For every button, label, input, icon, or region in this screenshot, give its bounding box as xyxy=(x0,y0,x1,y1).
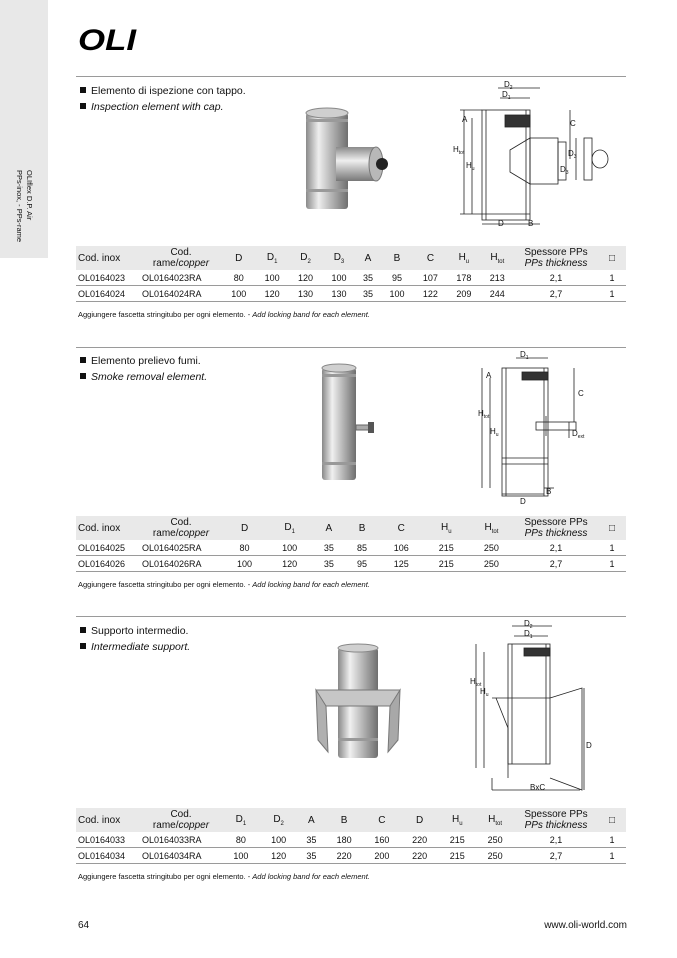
header-code-inox: Cod. inox xyxy=(76,808,140,832)
header-d3: $D_3$ xyxy=(322,246,355,270)
header-code-copper: Cod. rame/copper xyxy=(140,516,222,540)
header-hu: $H_u$ xyxy=(438,808,476,832)
svg-text:Htot: $H_{tot}$ xyxy=(453,145,465,156)
header-htot: $H_{tot}$ xyxy=(476,808,514,832)
header-d1: $D_1$ xyxy=(255,246,288,270)
svg-text:D1: $D_1$ xyxy=(524,629,533,640)
header-thickness: Spessore PPs PPs thickness xyxy=(514,516,598,540)
box-icon: □ xyxy=(598,808,626,832)
side-tab-text xyxy=(14,170,34,243)
svg-text:A: A xyxy=(462,115,468,124)
side-tab-line-1: OLIflex D.P. Air xyxy=(25,170,34,221)
smoke-removal-element-drawing xyxy=(474,348,634,508)
svg-text:D2: $D_2$ xyxy=(524,619,533,630)
section-1-title-en: Inspection element with cap. xyxy=(80,101,224,113)
header-c: C xyxy=(379,516,424,540)
header-code-copper: Cod. rame/copper xyxy=(140,246,222,270)
svg-text:BxC: BxC xyxy=(530,783,546,792)
website-link[interactable]: www.oli-world.com xyxy=(544,920,627,931)
section-3-title-it: Supporto intermedio. xyxy=(80,625,188,637)
section-1-title-it: Elemento di ispezione con tappo. xyxy=(80,85,246,97)
header-a: A xyxy=(356,246,381,270)
svg-text:Hu: $H_u$ xyxy=(490,427,499,438)
table-header-row xyxy=(76,808,626,832)
table-row: OL0164025 OL0164025RA 80 100 35 85 106 215 250 2,1 1 xyxy=(76,540,626,556)
section-2-title-en: Smoke removal element. xyxy=(80,371,207,383)
box-icon: □ xyxy=(598,516,626,540)
svg-text:D1: $D_1$ xyxy=(502,90,511,101)
header-a: A xyxy=(312,516,345,540)
header-d1: $D_1$ xyxy=(267,516,312,540)
header-b: B xyxy=(325,808,363,832)
svg-text:D: D xyxy=(586,741,592,750)
spec-table-1 xyxy=(76,246,626,302)
svg-text:Hu: $H_u$ xyxy=(466,161,475,172)
svg-text:D1: $D_1$ xyxy=(520,350,529,361)
header-d: D xyxy=(222,516,267,540)
header-thickness: Spessore PPs PPs thickness xyxy=(514,246,598,270)
section-3-title-en: Intermediate support. xyxy=(80,641,190,653)
svg-text:B: B xyxy=(546,487,552,496)
header-d: D xyxy=(401,808,439,832)
svg-text:Htot: $H_{tot}$ xyxy=(470,677,482,688)
section-2-title-it: Elemento prelievo fumi. xyxy=(80,355,201,367)
spec-table-2 xyxy=(76,516,626,572)
inspection-element-photo xyxy=(296,105,396,215)
inspection-element-drawing xyxy=(450,80,630,230)
table-row: OL0164026 OL0164026RA 100 120 35 95 125 215 250 2,7 1 xyxy=(76,556,626,572)
svg-text:D2: $D_2$ xyxy=(504,80,513,91)
smoke-removal-element-photo xyxy=(316,362,386,488)
table-row: OL0164024 OL0164024RA 100 120 130 130 35 100 122 209 244 2,7 1 xyxy=(76,286,626,302)
header-code-inox: Cod. inox xyxy=(76,516,140,540)
header-hu: $H_u$ xyxy=(447,246,480,270)
header-a: A xyxy=(297,808,325,832)
header-c: C xyxy=(414,246,447,270)
header-htot: $H_{tot}$ xyxy=(481,246,514,270)
header-b: B xyxy=(345,516,378,540)
page-number: 64 xyxy=(78,920,90,931)
header-code-inox: Cod. inox xyxy=(76,246,140,270)
side-tab xyxy=(0,0,48,258)
header-d2: $D_2$ xyxy=(289,246,322,270)
svg-text:D3: $D_3$ xyxy=(568,149,577,160)
svg-text:D: D xyxy=(498,219,504,228)
header-code-copper: Cod. rame/copper xyxy=(140,808,222,832)
header-thickness: Spessore PPs PPs thickness xyxy=(514,808,598,832)
intermediate-support-photo xyxy=(312,640,404,765)
svg-text:Hu: $H_u$ xyxy=(480,687,489,698)
table-header-row xyxy=(76,246,626,270)
header-b: B xyxy=(380,246,413,270)
table-row: OL0164034 OL0164034RA 100 120 35 220 200 220 215 250 2,7 1 xyxy=(76,848,626,864)
section-divider xyxy=(76,616,626,617)
svg-text:C: C xyxy=(578,389,584,398)
svg-text:Dext: $D_{ext}$ xyxy=(572,429,585,440)
svg-text:D: D xyxy=(520,497,526,506)
table-header-row xyxy=(76,516,626,540)
side-tab-line-2: PPs-inox, - PPs-rame xyxy=(15,170,24,243)
intermediate-support-drawing xyxy=(462,618,612,798)
table-row: OL0164023 OL0164023RA 80 100 120 100 35 95 107 178 213 2,1 1 xyxy=(76,270,626,286)
section-1-note: Aggiungere fascetta stringitubo per ogni elemento. - Add locking band for each element. xyxy=(78,310,370,319)
svg-text:D3: $D_3$ xyxy=(560,165,569,176)
spec-table-3 xyxy=(76,808,626,864)
header-d: D xyxy=(222,246,255,270)
svg-text:Htot: $H_{tot}$ xyxy=(478,409,490,420)
section-3-note: Aggiungere fascetta stringitubo per ogni elemento. - Add locking band for each element. xyxy=(78,872,370,881)
svg-text:C: C xyxy=(570,119,576,128)
section-divider xyxy=(76,76,626,77)
table-row: OL0164033 OL0164033RA 80 100 35 180 160 220 215 250 2,1 1 xyxy=(76,832,626,848)
logo-text: OLI xyxy=(78,24,137,52)
svg-text:B: B xyxy=(528,219,534,228)
box-icon: □ xyxy=(598,246,626,270)
header-htot: $H_{tot}$ xyxy=(469,516,514,540)
section-2-note: Aggiungere fascetta stringitubo per ogni elemento. - Add locking band for each element. xyxy=(78,580,370,589)
header-c: C xyxy=(363,808,401,832)
header-d2: $D_2$ xyxy=(260,808,298,832)
svg-text:A: A xyxy=(486,371,492,380)
oli-logo xyxy=(78,24,138,52)
header-hu: $H_u$ xyxy=(424,516,469,540)
header-d1: $D_1$ xyxy=(222,808,260,832)
